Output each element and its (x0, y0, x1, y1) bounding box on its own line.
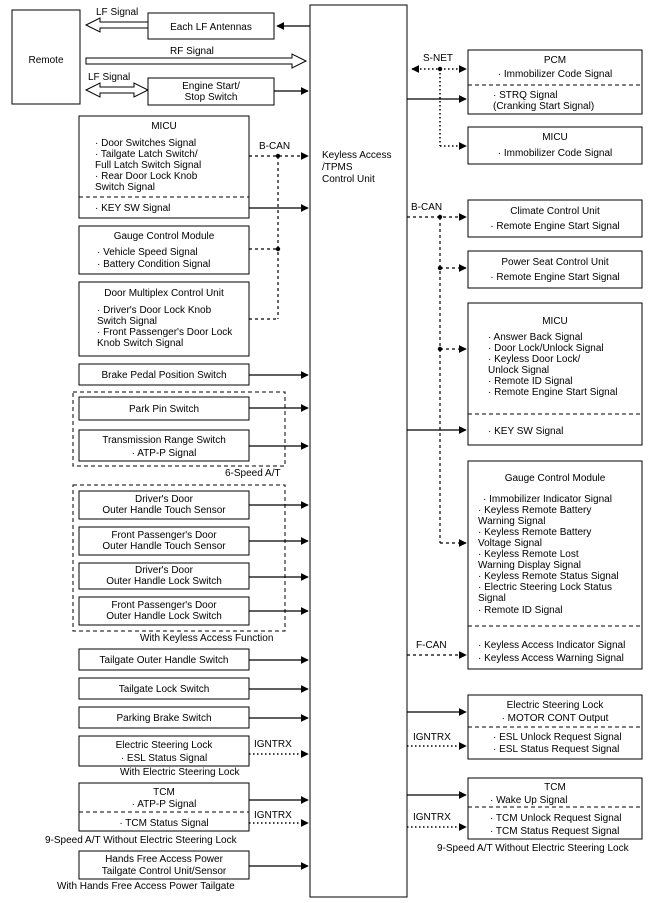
input-door-multiplex-line-2: Switch Signal (97, 316, 158, 327)
igntrx-tcm-right-label: IGNTRX (413, 812, 451, 823)
input-door-multiplex-line-1: · Driver's Door Lock Knob (97, 305, 212, 316)
output-micu-mid-line-1: · Answer Back Signal (488, 332, 583, 343)
engine-start-label-2: Stop Switch (184, 92, 238, 103)
output-micu-mid-line-5: · Remote ID Signal (488, 376, 573, 387)
output-tcm-lower-1: · TCM Unlock Request Signal (490, 813, 622, 824)
input-tcm-title: TCM (153, 787, 175, 798)
tailgate-outer-label: Tailgate Outer Handle Switch (99, 655, 229, 666)
output-micu-mid-line-3: · Keyless Door Lock/ (488, 354, 581, 365)
handle-sensor-4-line-2: Outer Handle Lock Switch (106, 611, 222, 622)
b-can-right-junction-1 (438, 215, 442, 219)
input-micu-line-5: Switch Signal (95, 182, 156, 193)
output-tcm-lower-2: · TCM Status Request Signal (490, 826, 620, 837)
input-micu-key-sw: · KEY SW Signal (95, 203, 171, 214)
lf-signal-top-arrow (86, 18, 148, 32)
input-gauge-title: Gauge Control Module (113, 231, 215, 242)
six-speed-label: 6-Speed A/T (225, 468, 281, 479)
igntrx-tcm-left-label: IGNTRX (254, 810, 292, 821)
input-esl-line-1: · ESL Status Signal (120, 753, 208, 764)
b-can-left-junction-2 (276, 247, 280, 251)
input-gauge-line-2: · Battery Condition Signal (97, 259, 211, 270)
output-gauge-line-6: · Keyless Remote Lost (478, 549, 579, 560)
output-gauge-line-10: Signal (478, 593, 506, 604)
lf-signal-bottom-label: LF Signal (88, 72, 131, 83)
b-can-right-label: B-CAN (411, 202, 443, 213)
s-net-junction (438, 67, 442, 71)
parking-brake-label: Parking Brake Switch (116, 713, 212, 724)
handle-sensor-1-line-1: Driver's Door (134, 494, 194, 505)
input-gauge-line-1: · Vehicle Speed Signal (97, 247, 198, 258)
rf-signal-label: RF Signal (170, 46, 214, 57)
b-can-right-junction-3 (438, 347, 442, 351)
pcm-lower-1: · STRQ Signal (493, 90, 558, 101)
climate-title: Climate Control Unit (510, 206, 600, 217)
b-can-right-junction-2 (438, 266, 442, 270)
output-gauge-line-3: Warning Signal (478, 516, 546, 527)
engine-start-label-1: Engine Start/ (182, 81, 240, 92)
output-gauge-line-2: · Keyless Remote Battery (478, 505, 592, 516)
pcm-title: PCM (543, 55, 567, 66)
input-door-multiplex-line-4: Knob Switch Signal (97, 338, 184, 349)
pcm-lower-2: (Cranking Start Signal) (493, 101, 595, 112)
input-micu-line-4: · Rear Door Lock Knob (95, 171, 198, 182)
control-unit-label-3: Control Unit (322, 174, 375, 185)
output-esl-lower-1: · ESL Unlock Request Signal (493, 732, 622, 743)
handle-sensor-2-line-1: Front Passenger's Door (111, 530, 217, 541)
power-seat-title: Power Seat Control Unit (501, 257, 609, 268)
climate-line-1: · Remote Engine Start Signal (490, 221, 620, 232)
each-lf-antennas-label: Each LF Antennas (170, 22, 252, 33)
output-tcm-note: 9-Speed A/T Without Electric Steering Lock (437, 843, 629, 854)
park-pin-label: Park Pin Switch (128, 404, 200, 415)
keyless-label: With Keyless Access Function (140, 633, 274, 644)
input-tcm-note: 9-Speed A/T Without Electric Steering Lock (45, 835, 237, 846)
output-esl-title: Electric Steering Lock (506, 700, 604, 711)
output-micu-mid-title: MICU (542, 316, 568, 327)
output-gauge-line-11: · Remote ID Signal (478, 605, 563, 616)
output-gauge-line-9: · Electric Steering Lock Status (478, 582, 612, 593)
transmission-range-title: Transmission Range Switch (102, 435, 226, 446)
transmission-range-line-1: · ATP-P Signal (131, 448, 197, 459)
igntrx-esl-right-label: IGNTRX (413, 732, 451, 743)
handle-sensor-1-line-2: Outer Handle Touch Sensor (102, 505, 226, 516)
output-micu-mid-line-6: · Remote Engine Start Signal (488, 387, 618, 398)
b-can-left-junction-1 (276, 154, 280, 158)
output-micu-top-line-1: · Immobilizer Code Signal (497, 148, 613, 159)
brake-pedal-label: Brake Pedal Position Switch (101, 370, 227, 381)
power-seat-line-1: · Remote Engine Start Signal (490, 272, 620, 283)
input-micu-line-1: · Door Switches Signal (95, 138, 197, 149)
output-esl-lower-2: · ESL Status Request Signal (493, 744, 620, 755)
input-esl-title: Electric Steering Lock (115, 740, 213, 751)
output-gauge-title: Gauge Control Module (504, 473, 606, 484)
hands-free-note: With Hands Free Access Power Tailgate (57, 881, 235, 892)
hands-free-line-2: Tailgate Control Unit/Sensor (101, 866, 227, 877)
tailgate-lock-label: Tailgate Lock Switch (118, 684, 210, 695)
control-unit-label-2: /TPMS (322, 162, 353, 173)
output-gauge-lower-1: · Keyless Access Indicator Signal (478, 640, 626, 651)
output-gauge-line-5: Voltage Signal (478, 538, 542, 549)
input-esl-note: With Electric Steering Lock (120, 767, 240, 778)
output-micu-mid-key-sw: · KEY SW Signal (488, 426, 564, 437)
output-gauge-line-8: · Keyless Remote Status Signal (478, 571, 619, 582)
output-micu-top-title: MICU (542, 132, 568, 143)
handle-sensor-3-line-1: Driver's Door (134, 565, 194, 576)
output-gauge-line-4: · Keyless Remote Battery (478, 527, 592, 538)
output-esl-line-1: · MOTOR CONT Output (501, 713, 609, 724)
keyless-access-control-unit (310, 5, 407, 897)
input-door-multiplex-line-3: · Front Passenger's Door Lock (97, 327, 233, 338)
input-door-multiplex-title: Door Multiplex Control Unit (104, 288, 224, 299)
output-micu-mid-line-2: · Door Lock/Unlock Signal (488, 343, 604, 354)
output-micu-mid-line-4: Unlock Signal (488, 365, 550, 376)
lf-signal-bottom-arrow (86, 83, 148, 97)
output-gauge-line-7: Warning Display Signal (478, 560, 582, 571)
handle-sensor-3-line-2: Outer Handle Lock Switch (106, 576, 222, 587)
input-micu-line-2: · Tailgate Latch Switch/ (95, 149, 198, 160)
output-gauge-lower-2: · Keyless Access Warning Signal (478, 653, 624, 664)
lf-signal-top-label: LF Signal (96, 7, 139, 18)
handle-sensor-2-line-2: Outer Handle Touch Sensor (102, 541, 226, 552)
remote-label: Remote (28, 55, 64, 66)
input-tcm-status: · TCM Status Signal (119, 818, 209, 829)
control-unit-label-1: Keyless Access (322, 150, 392, 161)
input-micu-line-3: Full Latch Switch Signal (95, 160, 202, 171)
hands-free-line-1: Hands Free Access Power (105, 854, 223, 865)
handle-sensor-4-line-1: Front Passenger's Door (111, 600, 217, 611)
f-can-label: F-CAN (416, 640, 447, 651)
output-gauge-line-1: · Immobilizer Indicator Signal (483, 494, 612, 505)
pcm-line-1: · Immobilizer Code Signal (497, 69, 613, 80)
input-micu-title: MICU (151, 121, 177, 132)
input-tcm-line-1: · ATP-P Signal (131, 799, 197, 810)
output-tcm-title: TCM (544, 782, 566, 793)
s-net-label: S-NET (423, 53, 453, 64)
output-tcm-line-1: · Wake Up Signal (490, 795, 568, 806)
igntrx-esl-left-label: IGNTRX (254, 739, 292, 750)
b-can-left-label: B-CAN (259, 141, 291, 152)
